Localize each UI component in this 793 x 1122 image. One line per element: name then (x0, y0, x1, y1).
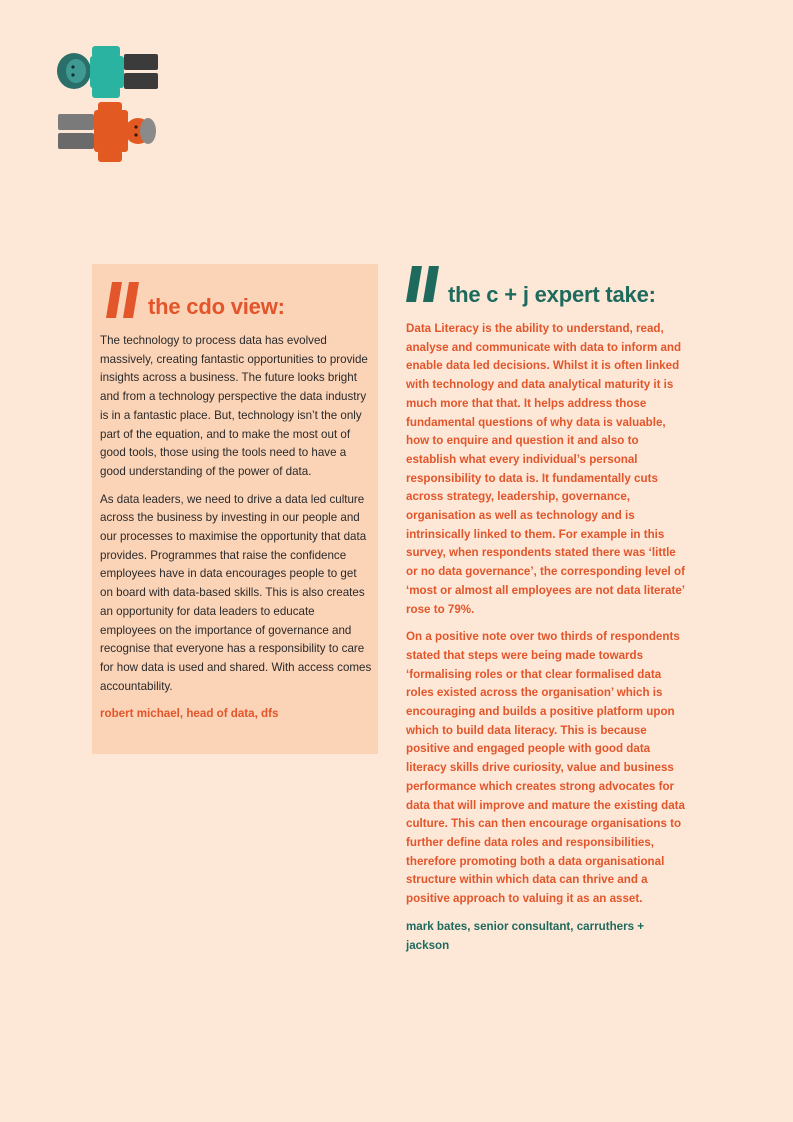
teal-figure-icon (57, 46, 158, 98)
quotation-mark-icon (404, 266, 444, 304)
orange-figure-icon (58, 102, 156, 162)
cdo-view-body (100, 332, 372, 724)
cdo-view-byline: robert michael, head of data, dfs (100, 707, 279, 721)
expert-take-body (406, 320, 690, 955)
expert-take-byline: mark bates, senior consultant, carruthers + jackson (406, 919, 645, 952)
cdo-view-heading: the cdo view: (148, 294, 285, 319)
quotation-mark-icon (104, 282, 144, 320)
lego-minifigures-icon (52, 38, 162, 168)
cdo-view-paragraph-2: As data leaders, we need to drive a data led culture across the business by investing in our people and our processes to maximise the opportunity that data provides. Programmes that raise the confidence employees have in data encourages people to get on board with data-based skills. This is also creates an opportunity for data leaders to educate employees on the importance of governance and recognise that everyone has a responsibility to care for how data is used and shared. With access comes accountability. (100, 492, 372, 693)
expert-take-paragraph-2: On a positive note over two thirds of respondents stated that steps were being made towards ‘formalising roles or that clear formalised data roles existed across the organisation’ which is encouraging and builds a positive platform upon which to build data literacy. This is because positive and engaged people with good data literacy skills drive curiosity, value and business performance which creates strong advocates for data that will improve and mature the existing data culture. This can then encourage organisations to further define data roles and responsibilities, therefore promoting both a data organisational structure within which data can thrive and a positive approach to valuing it as an asset. (406, 630, 685, 906)
expert-take-heading: the c + j expert take: (448, 282, 656, 307)
expert-take-paragraph-1: Data Literacy is the ability to understand, read, analyse and communicate with data to inform and enable data led decisions. Whilst it is often linked with technology and data analytical maturity it is much more that that. It helps address those fundamental questions of why data is valuable, how to enquire and question it and also to establish what every individual’s personal responsibility to data is. It fundamentally cuts across strategy, leadership, governance, organisation as well as technology and is intrinsically linked to them. For example in this survey, when respondents stated there was ‘little or no data governance’, the corresponding level of ‘most or almost all employees are not data literate’ rose to 79%. (406, 322, 685, 616)
cdo-view-paragraph-1: The technology to process data has evolved massively, creating fantastic opportunities to provide insights across a business. The future looks bright and from a technology perspective the data industry is in a fantastic place. But, technology isn’t the only part of the equation, and to make the most out of good tools, those using the tools need to have a good understanding of the power of data. (100, 334, 368, 478)
